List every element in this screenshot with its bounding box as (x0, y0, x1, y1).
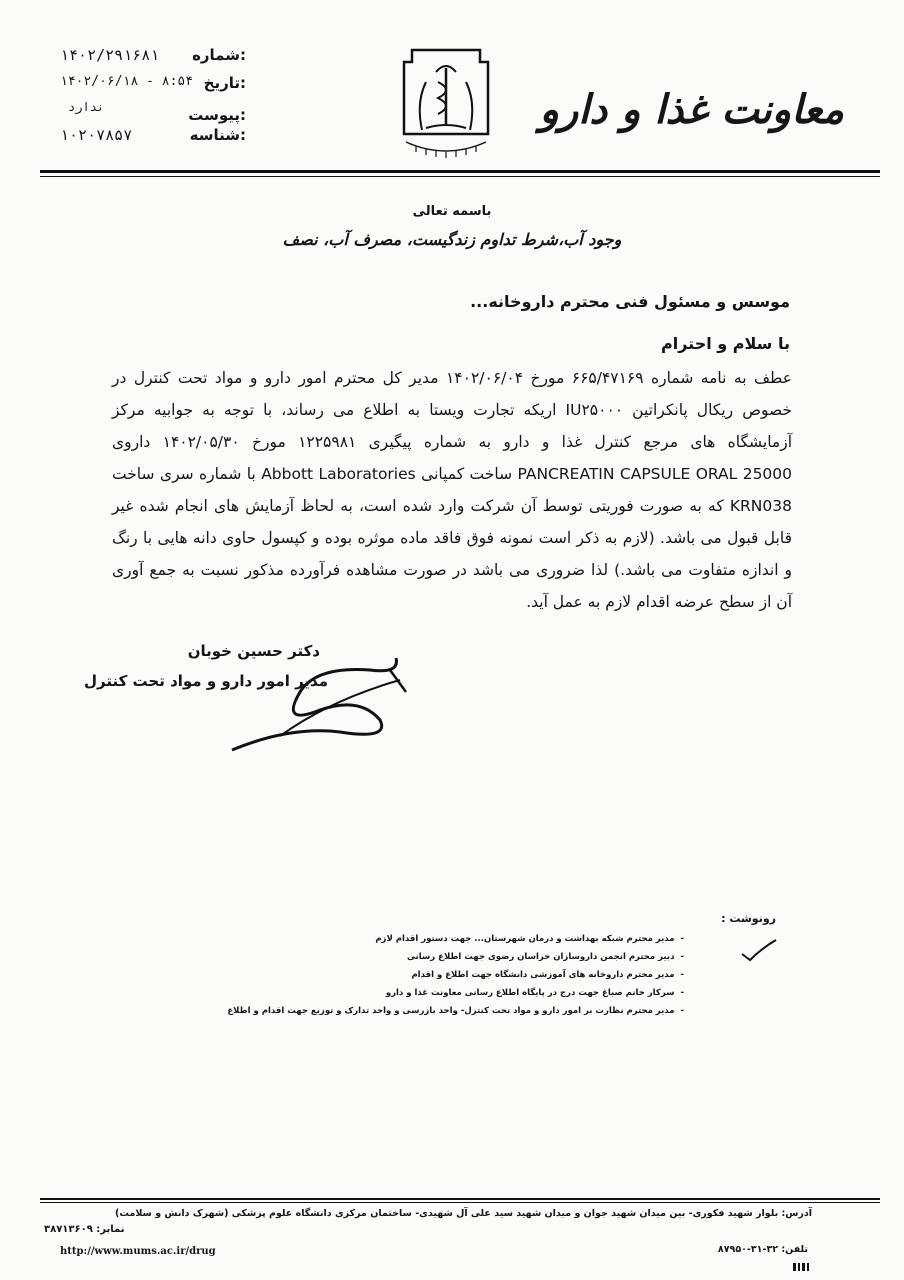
letter-body: عطف به نامه شماره ۶۶۵/۴۷۱۶۹ مورخ ۱۴۰۲/۰۶/۰۴ مدیر کل محترم امور دارو و مواد تحت کنترل در خصوص ریکال پانکراتین IU۲۵۰۰۰ اریکه تجارت ویستا به اطلاع می رساند، با توجه به جوابیه مرکز آزمایشگاه های مرجع کنترل غذا و دارو به شماره پیگیری ۱۲۲۵۹۸۱ مورخ ۱۴۰۲/۰۵/۳۰ داروی PANCREATIN CAPSULE ORAL 25000 ساخت کمپانی Abbott Laboratories با شماره سری ساخت KRN038 که به صورت فوریتی توسط آن شرکت وارد شده است، به لحاظ آزمایش های انجام شده غیر قابل قبول می باشد. (لازم به ذکر است نمونه فوق فاقد ماده موثره بوده و کپسول حاوی دانه هایی با رنگ و اندازه متفاوت می باشد.) لذا ضروری می باشد در صورت مشاهده فرآورده مذکور نسبت به جمع آوری آن از سطح عرضه اقدام لازم به عمل آید. (112, 369, 793, 611)
letter-date-value: ۱۴۰۲/۰۶/۱۸ - ۸:۵۴ (60, 74, 194, 89)
letter-number-label: شماره: (192, 46, 246, 64)
barcode-icon (792, 1262, 810, 1272)
cc-title: رونوشت : (721, 912, 776, 925)
list-item: -مدیر محترم داروخانه های آموزشی دانشگاه جهت اطلاع و اقدام (411, 970, 684, 980)
check-mark-icon (738, 934, 778, 964)
addressee: موسس و مسئول فنی محترم داروخانه... (470, 292, 790, 311)
header-rule-thin (40, 176, 880, 177)
letter-attachment-value: ندارد (68, 100, 105, 114)
cc-list (204, 930, 684, 1020)
letter-date (60, 74, 246, 96)
bismillah: باسمه تعالی (412, 204, 492, 219)
letter-id (60, 126, 246, 148)
list-item: -دبیر محترم انجمن داروسازان خراسان رضوی جهت اطلاع رسانی (406, 952, 684, 962)
letter-attachment-label: پیوست: (188, 106, 246, 124)
greeting: با سلام و احترام (661, 334, 790, 353)
footer-fax: نمابر: ۳۸۷۱۳۶۰۹ (44, 1224, 125, 1235)
footer-rule-thin (40, 1202, 880, 1203)
header-rule (40, 170, 880, 173)
footer-rule (40, 1198, 880, 1200)
signatory-title: مدیر امور دارو و مواد تحت کنترل (83, 672, 328, 690)
footer-phone: تلفن: ۳۲-۳۱-۸۷۹۵۰ (717, 1244, 808, 1255)
letter-id-value: ۱۰۲۰۷۸۵۷ (60, 126, 133, 144)
list-item: -سرکار خانم صباغ جهت درج در پایگاه اطلاع رسانی معاونت غذا و دارو (385, 988, 684, 998)
list-item: -مدیر محترم نظارت بر امور دارو و مواد تحت کنترل- واحد بازرسی و واحد تدارک و توزیع جهت اقدام و اطلاع (227, 1006, 684, 1016)
signatory-name: دکتر حسین خوبان (187, 642, 320, 660)
letter-attachment (60, 100, 246, 122)
slogan: وجود آب،شرط تداوم زندگیست، مصرف آب، نصف (282, 230, 622, 249)
letter-number-value: ۱۴۰۲/۲۹۱۶۸۱ (60, 46, 160, 64)
letter-date-label: تاریخ: (203, 74, 246, 92)
university-logo (392, 42, 500, 160)
office-title: معاونت غذا و دارو (539, 86, 844, 133)
list-item: -مدیر محترم شبکه بهداشت و درمان شهرستان... جهت دستور اقدام لازم (375, 934, 684, 944)
footer-address: آدرس: بلوار شهید فکوری- بین میدان شهید جوان و میدان شهید سید علی آل شهیدی- ساختمان مرکزی دانشگاه علوم پزشکی (شهرک دانش و سلامت) (115, 1208, 812, 1219)
footer-url[interactable]: http://www.mums.ac.ir/drug (60, 1246, 216, 1257)
letter-number (60, 46, 246, 68)
letter-id-label: شناسه: (189, 126, 246, 144)
